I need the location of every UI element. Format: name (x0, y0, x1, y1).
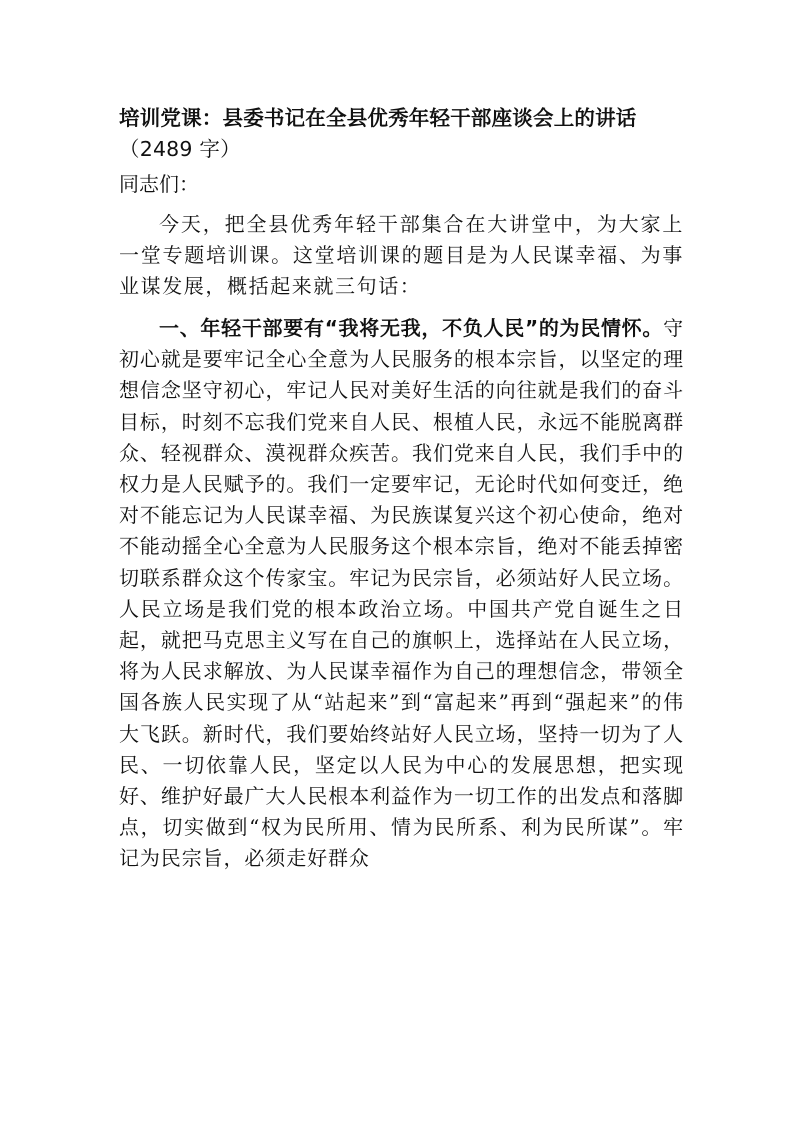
title-text: 培训党课：县委书记在全县优秀年轻干部座谈会上的讲话 (119, 106, 637, 130)
section-1-paragraph (119, 313, 684, 875)
section-1-body: 守初心就是要牢记全心全意为人民服务的根本宗旨，以坚定的理想信念坚守初心，牢记人民对美好生活的向往就是我们的奋斗目标，时刻不忘我们党来自人民、根植人民，永远不能脱离群众、轻视群众、漠视群众疾苦。我们党来自人民，我们手中的权力是人民赋予的。我们一定要牢记，无论时代如何变迁，绝对不能忘记为人民谋幸福、为民族谋复兴这个初心使命，绝对不能动摇全心全意为人民服务这个根本宗旨，绝对不能丢掉密切联系群众这个传家宝。牢记为民宗旨，必须站好人民立场。人民立场是我们党的根本政治立场。中国共产党自诞生之日起，就把马克思主义写在自己的旗帜上，选择站在人民立场，将为人民求解放、为人民谋幸福作为自己的理想信念，带领全国各族人民实现了从“站起来”到“富起来”再到“强起来”的伟大飞跃。新时代，我们要始终站好人民立场，坚持一切为了人民、一切依靠人民，坚定以人民为中心的发展思想，把实现好、维护好最广大人民根本利益作为一切工作的出发点和落脚点，切实做到“权为民所用、情为民所系、利为民所谋”。牢记为民宗旨，必须走好群众 (119, 316, 684, 871)
section-1-heading: 一、年轻干部要有“我将无我，不负人民”的为民情怀。 (159, 316, 664, 340)
document-body (119, 103, 684, 875)
intro-paragraph: 今天，把全县优秀年轻干部集合在大讲堂中，为大家上一堂专题培训课。这堂培训课的题目是为人民谋幸福、为事业谋发展，概括起来就三句话： (119, 212, 684, 298)
word-count: （2489 字） (119, 137, 241, 161)
document-title (119, 103, 684, 165)
salutation: 同志们： (119, 172, 199, 196)
